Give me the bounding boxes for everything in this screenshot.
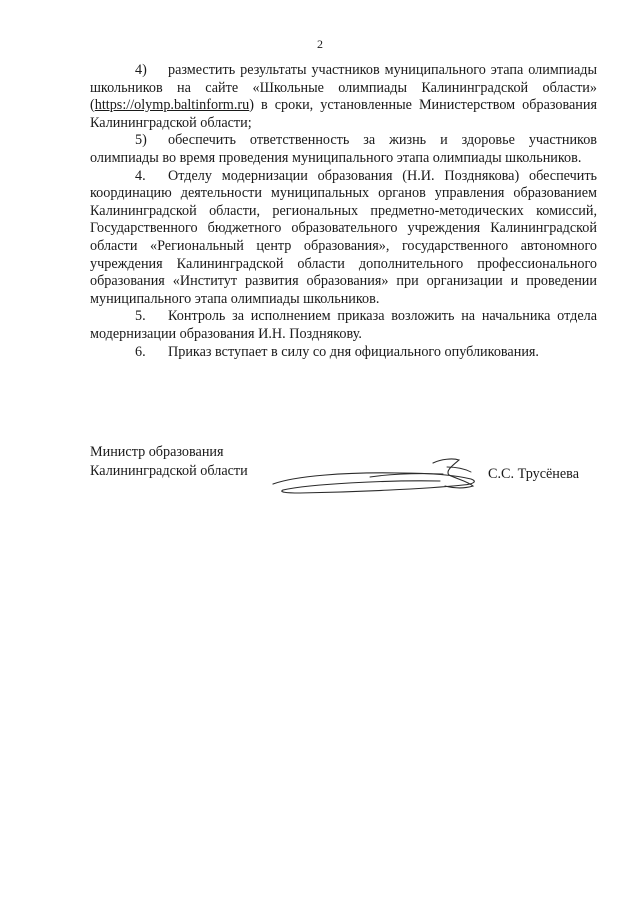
page-number: 2 (317, 37, 323, 51)
item-number: 6. (135, 343, 146, 360)
paragraph-text: Приказ вступает в силу со дня официального опубликования. (168, 343, 539, 360)
paragraph-text: Контроль за исполнением приказа возложить на начальника отдела модернизации образования И.Н. Позднякову. (90, 308, 597, 342)
item-number: 5. (135, 308, 146, 325)
paragraph-text: ) в сроки, установленные Министерством образования Калининградской области; (90, 97, 597, 131)
signer-position-line: Министр образования (90, 444, 224, 460)
item-number: 5) (135, 132, 147, 149)
paragraph-5 (90, 308, 597, 343)
item-number: 4. (135, 167, 146, 184)
paragraph-4-1 (90, 62, 597, 132)
signer-name: С.С. Трусёнева (488, 466, 579, 482)
paragraph-4 (90, 168, 597, 309)
paragraph-text: разместить результаты участников муниципального этапа олимпиады школьников на сайте «Школьные олимпиады Калининградской области» ( (90, 62, 597, 114)
document-body (90, 62, 597, 361)
paragraph-text: обеспечить ответственность за жизнь и здоровье участников олимпиады во время проведения муниципального этапа олимпиады школьников. (90, 132, 597, 166)
olympiad-site-link[interactable]: https://olymp.baltinform.ru (94, 97, 250, 114)
paragraph-text: Отделу модернизации образования (Н.И. Позднякова) обеспечить координацию деятельности муниципальных органов управления образованием Калининградской области, региональных предметно-методических комиссий, Государственного бюджетного образовательного учреждения Калининградской области «Региональный центр образования», государственного автономного учреждения Калининградской области дополнительного профессионального образования «Институт развития образования» при организации и проведении муниципального этапа олимпиады школьников. (90, 167, 597, 307)
paragraph-4-2 (90, 132, 597, 167)
signer-position (90, 443, 248, 481)
item-number: 4) (135, 62, 147, 78)
signer-position-line: Калининградской области (90, 463, 248, 479)
signature-block (90, 443, 597, 503)
paragraph-6 (90, 344, 597, 362)
handwritten-signature (265, 450, 490, 496)
